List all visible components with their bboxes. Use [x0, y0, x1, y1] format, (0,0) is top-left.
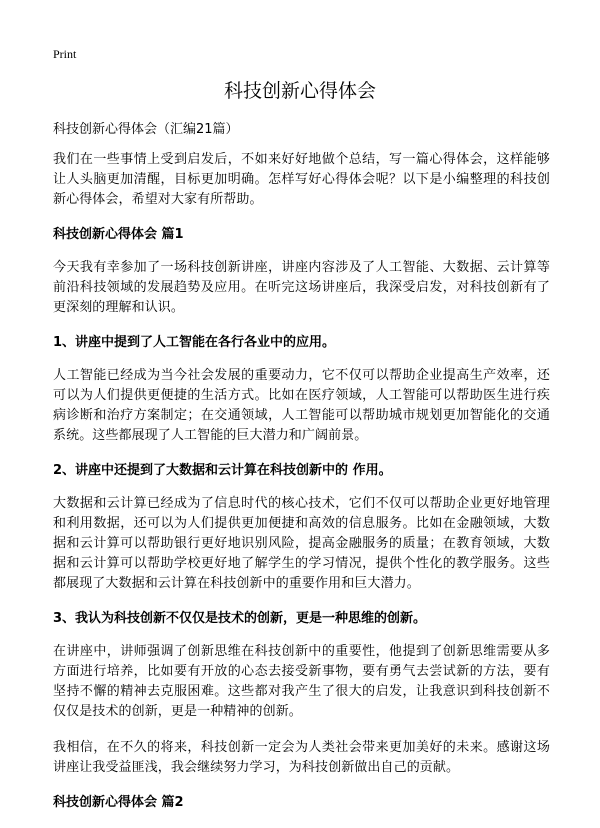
point-heading-1: 1、讲座中提到了人工智能在各行各业中的应用。 [53, 335, 336, 350]
point1-paragraph: 人工智能已经成为当今社会发展的重要动力，它不仅可以帮助企业提高生产效率，还可以为人们提供更便捷的生活方式。比如在医疗领域，人工智能可以帮助医生进行疾病诊断和治疗方案制定；在交通领域，人工智能可以帮助城市规划更加智能化的交通系统。这些都展现了人工智能的巨大潜力和广阔前景。 [53, 368, 550, 443]
closing-paragraph: 我相信，在不久的将来，科技创新一定会为人类社会带来更加美好的未来。感谢这场讲座让我受益匪浅，我会继续努力学习，为科技创新做出自己的贡献。 [53, 740, 550, 775]
section-heading-2: 科技创新心得体会 篇2 [53, 795, 184, 810]
point-heading-2: 2、讲座中还提到了大数据和云计算在科技创新中的 作用。 [53, 463, 392, 478]
print-label: Print [53, 47, 77, 61]
intro-paragraph: 我们在一些事情上受到启发后，不如来好好地做个总结，写一篇心得体会，这样能够让人头脑更加清醒，目标更加明确。怎样写好心得体会呢？以下是小编整理的科技创新心得体会，希望对大家有所帮助。 [53, 152, 550, 207]
document-subtitle: 科技创新心得体会（汇编21篇） [53, 122, 239, 137]
document-body [53, 121, 550, 826]
point3-paragraph: 在讲座中，讲师强调了创新思维在科技创新中的重要性，他提到了创新思维需要从多方面进行培养，比如要有开放的心态去接受新事物，要有勇气去尝试新的方法，要有坚持不懈的精神去克服困难。这些都对我产生了很大的启发，让我意识到科技创新不仅仅是技术的创新，更是一种精神的创新。 [53, 644, 550, 719]
point2-paragraph: 大数据和云计算已经成为了信息时代的核心技术，它们不仅可以帮助企业更好地管理和利用数据，还可以为人们提供更加便捷和高效的信息服务。比如在金融领域，大数据和云计算可以帮助银行更好地识别风险，提高金融服务的质量；在教育领域，大数据和云计算可以帮助学校更好地了解学生的学习情况，提供个性化的教学服务。这些都展现了大数据和云计算在科技创新中的重要作用和巨大潜力。 [53, 496, 550, 591]
section1-opening-paragraph: 今天我有幸参加了一场科技创新讲座，讲座内容涉及了人工智能、大数据、云计算等前沿科技领域的发展趋势及应用。在听完这场讲座后，我深受启发，对科技创新有了更深刻的理解和认识。 [53, 260, 550, 315]
page-title: 科技创新心得体会 [223, 80, 376, 102]
section-heading-1: 科技创新心得体会 篇1 [53, 227, 184, 242]
point-heading-3: 3、我认为科技创新不仅仅是技术的创新，更是一种思维的创新。 [53, 611, 427, 626]
